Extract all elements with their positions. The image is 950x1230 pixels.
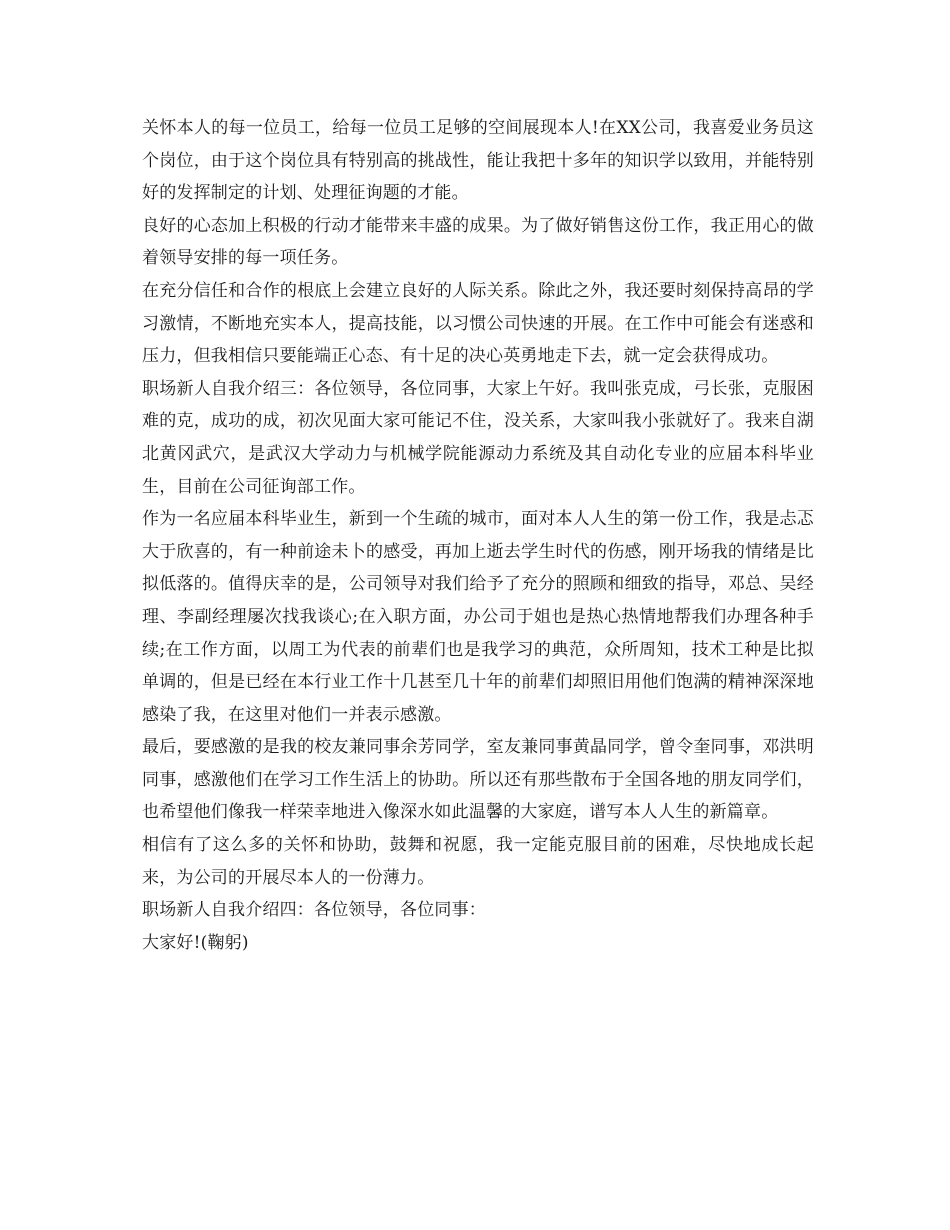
paragraph: 职场新人自我介绍三：各位领导，各位同事，大家上午好。我叫张克成，弓长张，克服困难的克，成功的成，初次见面大家可能记不住，没关系，大家叫我小张就好了。我来自湖北黄冈武穴，是武汉大学动力与机械学院能源动力系统及其自动化专业的应届本科毕业生，目前在公司征询部工作。 [142,378,814,497]
paragraph: 作为一名应届本科毕业生，新到一个生疏的城市，面对本人人生的第一份工作，我是忐忑大于欣喜的，有一种前途未卜的感受，再加上逝去学生时代的伤感，刚开场我的情绪是比拟低落的。值得庆幸的是，公司领导对我们给予了充分的照顾和细致的指导，邓总、吴经理、李副经理屡次找我谈心;在入职方面，办公司于姐也是热心热情地帮我们办理各种手续;在工作方面，以周工为代表的前辈们也是我学习的典范，众所周知，技术工种是比拟单调的，但是已经在本行业工作十几甚至几十年的前辈们却照旧用他们饱满的精神深深地感染了我，在这里对他们一并表示感激。 [142,509,814,725]
paragraph: 在充分信任和合作的根底上会建立良好的人际关系。除此之外，我还要时刻保持高昂的学习激情，不断地充实本人，提高技能，以习惯公司快速的开展。在工作中可能会有迷惑和压力，但我相信只要能端正心态、有十足的决心英勇地走下去，就一定会获得成功。 [142,280,814,367]
paragraph: 良好的心态加上积极的行动才能带来丰盛的成果。为了做好销售这份工作，我正用心的做着领导安排的每一项任务。 [142,215,814,269]
document-body [142,112,814,959]
paragraph: 大家好!(鞠躬) [142,932,249,953]
paragraph: 职场新人自我介绍四：各位领导，各位同事： [142,900,486,921]
paragraph: 关怀本人的每一位员工，给每一位员工足够的空间展现本人!在XX公司，我喜爱业务员这个岗位，由于这个岗位具有特别高的挑战性，能让我把十多年的知识学以致用，并能特别好的发挥制定的计划、处理征询题的才能。 [142,118,814,204]
paragraph: 最后，要感激的是我的校友兼同事余芳同学，室友兼同事黄晶同学，曾令奎同事，邓洪明同事，感激他们在学习工作生活上的协助。所以还有那些散布于全国各地的朋友同学们，也希望他们像我一样荣幸地进入像深水如此温馨的大家庭，谱写本人人生的新篇章。 [142,737,814,823]
paragraph: 相信有了这么多的关怀和协助，鼓舞和祝愿，我一定能克服目前的困难，尽快地成长起来，为公司的开展尽本人的一份薄力。 [142,835,814,888]
